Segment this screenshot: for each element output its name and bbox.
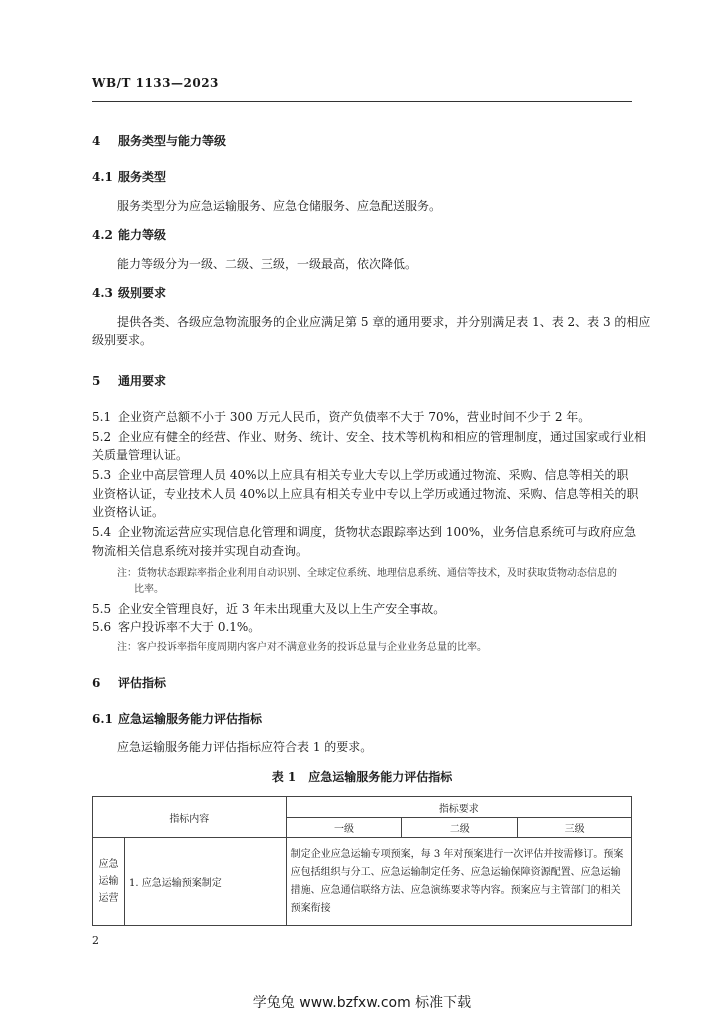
section-6-1-heading: 6.1 应急运输服务能力评估指标 xyxy=(92,712,263,726)
section-5-4-note-line1: 注：货物状态跟踪率指企业利用自动识别、全球定位系统、地理信息系统、通信等技术，及时获取货物动态信息的 xyxy=(117,568,617,579)
table-row-category: 应急运输运营 xyxy=(93,838,125,926)
section-5-6: 5.6 客户投诉率不大于 0.1%。 xyxy=(92,620,261,634)
section-6-1-text: 应急运输服务能力评估指标应符合表 1 的要求。 xyxy=(117,740,373,754)
section-4-2-text: 能力等级分为一级、二级、三级，一级最高，依次降低。 xyxy=(117,257,418,271)
section-5-6-note: 注：客户投诉率指年度周期内客户对不满意业务的投诉总量与企业业务总量的比率。 xyxy=(117,642,487,653)
table-header-requirements: 指标要求 xyxy=(286,797,631,818)
section-5-2-line2: 关质量管理认证。 xyxy=(92,448,189,462)
section-4-2-heading: 4.2 能力等级 xyxy=(92,228,167,242)
section-5-4-line2: 物流相关信息系统对接并实现自动查询。 xyxy=(92,544,309,558)
section-4-1-text: 服务类型分为应急运输服务、应急仓储服务、应急配送服务。 xyxy=(117,199,442,213)
table-header-level-2: 二级 xyxy=(402,818,518,838)
table-1-caption: 表 1 应急运输服务能力评估指标 xyxy=(271,770,453,784)
section-4-heading: 4 服务类型与能力等级 xyxy=(92,134,227,148)
table-row-item: 1. 应急运输预案制定 xyxy=(124,838,286,926)
section-5-4-note-line2: 比率。 xyxy=(134,584,164,595)
section-4-1-heading: 4.1 服务类型 xyxy=(92,170,167,184)
section-4-3-text-line1: 提供各类、各级应急物流服务的企业应满足第 5 章的通用要求，并分别满足表 1、表 2、表 3 的相应 xyxy=(117,315,651,329)
table-header-level-3: 三级 xyxy=(518,818,632,838)
section-5-3-line1: 5.3 企业中高层管理人员 40%以上应具有相关专业大专以上学历或通过物流、采购、信息等相关的职 xyxy=(92,468,629,482)
section-5-2-line1: 5.2 企业应有健全的经营、作业、财务、统计、安全、技术等机构和相应的管理制度，通过国家或行业相 xyxy=(92,430,647,444)
section-4-3-text-line2: 级别要求。 xyxy=(92,333,153,347)
standard-code: WB/T 1133—2023 xyxy=(92,76,219,90)
section-5-5: 5.5 企业安全管理良好，近 3 年未出现重大及以上生产安全事故。 xyxy=(92,602,446,616)
footer-watermark: 学兔兔 www.bzfxw.com 标准下载 xyxy=(252,995,472,1011)
page-number: 2 xyxy=(92,934,99,947)
section-6-heading: 6 评估指标 xyxy=(92,676,167,690)
table-header-level-1: 一级 xyxy=(286,818,402,838)
table-1 xyxy=(92,796,632,926)
header-rule xyxy=(92,101,632,102)
section-5-1: 5.1 企业资产总额不小于 300 万元人民币，资产负债率不大于 70%，营业时间不少于 2 年。 xyxy=(92,410,591,424)
section-5-4-line1: 5.4 企业物流运营应实现信息化管理和调度，货物状态跟踪率达到 100%，业务信息系统可与政府应急 xyxy=(92,525,637,539)
section-5-heading: 5 通用要求 xyxy=(92,374,167,388)
table-row-requirement: 制定企业应急运输专项预案，每 3 年对预案进行一次评估并按需修订。预案应包括组织与分工、应急运输制定任务、应急运输保障资源配置、应急运输措施、应急通信联络方法、应急演练要求等内容。预案应与主管部门的相关预案衔接 xyxy=(286,838,631,926)
section-5-3-line3: 业资格认证。 xyxy=(92,505,165,519)
section-4-3-heading: 4.3 级别要求 xyxy=(92,286,167,300)
section-5-3-line2: 业资格认证，专业技术人员 40%以上应具有相关专业中专以上学历或通过物流、采购、信息等相关的职 xyxy=(92,487,639,501)
table-header-content: 指标内容 xyxy=(93,797,287,838)
